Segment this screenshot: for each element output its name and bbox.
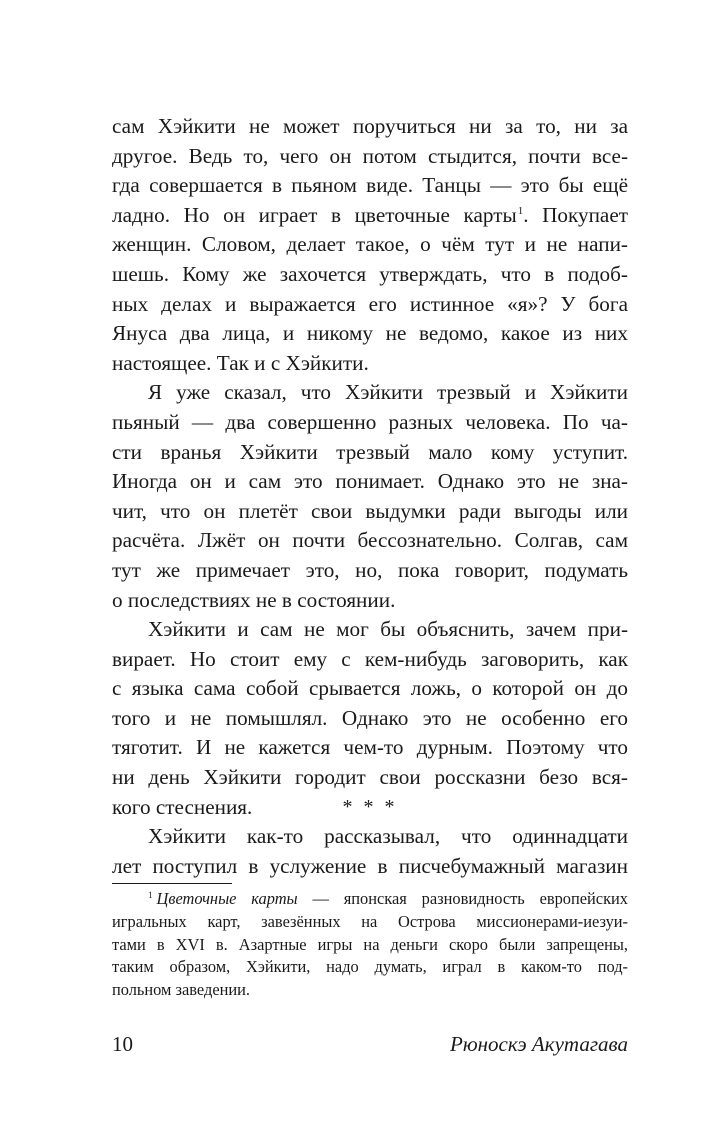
paragraph-line: другое. Ведь то, чего он потом стыдится, почти все- xyxy=(112,143,628,168)
paragraph-line: лет поступил в услужение в писчебумажный магазин xyxy=(112,853,628,878)
paragraph-line-tail: . Покупает xyxy=(523,202,628,227)
footnote-line: таким образом, Хэйкити, надо думать, играл в каком-то под- xyxy=(112,957,628,977)
paragraph-line: настоящее. Так и с Хэйкити. xyxy=(112,350,369,375)
running-footer-author: Рюноскэ Акутагава xyxy=(450,1032,628,1056)
paragraph-line-with-footnote xyxy=(112,201,628,231)
paragraph-line: вирает. Но стоит ему с кем-нибудь заговорить, как xyxy=(112,646,628,671)
paragraph-line: чит, что он плетёт свои выдумки ради выгоды или xyxy=(112,498,628,523)
paragraph-line: Хэйкити и сам не мог бы объяснить, зачем при- xyxy=(148,617,628,642)
paragraph-line-text: ладно. Но он играет в цветочные карты xyxy=(112,202,517,227)
footnote-line: польном заведении. xyxy=(112,980,251,1000)
paragraph-line: о последствиях не в состоянии. xyxy=(112,587,396,612)
footnote-mark: 1 xyxy=(148,890,153,900)
paragraph-line: Хэйкити как-то рассказывал, что одиннадцати xyxy=(148,824,628,848)
paragraph-line: пьяный — два совершенно разных человека. По ча- xyxy=(112,409,628,434)
paragraph-line: ных делах и выражается его истинное «я»? У бога xyxy=(112,291,628,316)
paragraph-line: тут же примечает это, но, пока говорит, подумать xyxy=(112,557,628,582)
paragraph-line: кого стеснения. xyxy=(112,794,253,819)
paragraph-line: гда совершается в пьяном виде. Танцы — это бы ещё xyxy=(112,173,628,198)
footnote-line: тами в XVI в. Азартные игры на деньги скоро были запрещены, xyxy=(112,934,628,954)
footnote-reference: 1 xyxy=(517,204,524,217)
paragraph-line: женщин. Словом, делает такое, о чём тут и не напи- xyxy=(112,232,628,257)
paragraph-line: Я уже сказал, что Хэйкити трезвый и Хэйкити xyxy=(148,380,628,405)
main-text xyxy=(112,112,628,822)
paragraph-line: сам Хэйкити не может поручиться ни за то, ни за xyxy=(112,114,628,138)
paragraph-line: сти вранья Хэйкити трезвый мало кому уступит. xyxy=(112,439,628,464)
paragraph-line: того и не помышлял. Однако это не особенно его xyxy=(112,705,628,730)
footnote-line xyxy=(112,888,628,911)
footnote-line-text: — японская разновидность европейских xyxy=(297,889,628,908)
paragraph-line: ни день Хэйкити городит свои россказни безо вся- xyxy=(112,765,628,790)
paragraph-line: Иногда он и сам это понимает. Однако это не зна- xyxy=(112,469,628,494)
footnote-divider xyxy=(112,883,232,884)
section-separator: * * * xyxy=(342,796,398,818)
page-number: 10 xyxy=(112,1032,133,1056)
paragraph-line: с языка сама собой срывается ложь, о которой он до xyxy=(112,676,628,701)
paragraph-line: тяготит. И не кажется чем-то дурным. Поэтому что xyxy=(112,735,628,760)
paragraph-line: шешь. Кому же захочется утверждать, что в подоб- xyxy=(112,261,628,286)
paragraph-line: расчёта. Лжёт он почти бессознательно. Солгав, сам xyxy=(112,528,628,553)
paragraph-line: Януса два лица, и никому не ведомо, какое из них xyxy=(112,321,628,346)
footnote-term: Цветочные карты xyxy=(156,889,298,908)
footnote-line: игральных карт, завезённых на Острова миссионерами-иезуи- xyxy=(112,911,628,931)
